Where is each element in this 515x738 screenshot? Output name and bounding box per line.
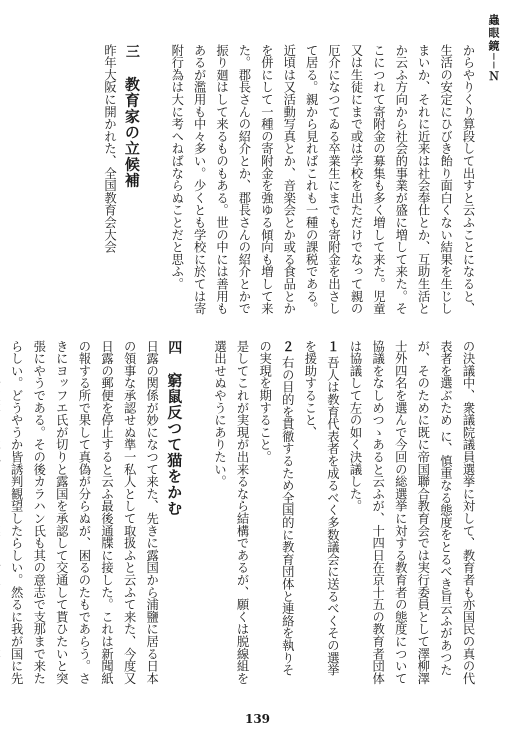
resolution-text: 吾人は教育代表者を成るべく多数議会に送るべくその選挙を援助すること、	[302, 340, 340, 677]
upper-column	[39, 44, 479, 324]
resolution-text: 右の目的を貫徹するため全国的に教育団体と連絡を執りその実現を期すること。	[257, 340, 295, 677]
section-lead: 昨年大阪に開かれた、全国教育会大会	[102, 44, 117, 254]
section-number: 三	[123, 44, 140, 59]
section-number: 四	[166, 340, 183, 355]
body-paragraph: の決議中、衆議院議員選挙に対して、教育者も亦国民の真の代表者を選ぶため に、慎重なる態度をとるべき旨云ふがあつたが、そのために既に帝国聯合教育会では実行委員として澤柳澤士外四名を選んで今回の総選挙に対する教育者の態度について協議をなしめつゝあると云ふが、十四日在京十五の教育者団体は協議して左の如く決議した。	[348, 340, 475, 685]
resolution-item	[298, 340, 343, 686]
resolution-number: ２	[280, 340, 296, 353]
running-header: 蟲眼鏡──Ｎ	[487, 14, 500, 84]
section-title: 教育家の立候補	[122, 76, 141, 189]
section-title: 窮鼠反つて猫をかむ	[165, 372, 184, 517]
section-heading-3	[121, 44, 143, 324]
resolution-number: １	[325, 340, 341, 353]
resolution-item	[253, 340, 298, 686]
section-body: 日露の関係が妙になつて来た、先きに露国から浦鹽に居る日本の領事な承認せぬ準一私人として取扱ふと云ふて来た、今度又日露の郵便を停止すると云ふ最後通牒に接した。これは新聞紙の報する所で果して真偽が分らぬが、困るのたもであらう。さきにヨッフエ氏が切りと露国を承認して交通して貰ひたいと突張にやうである。その後カラハン氏も其の意志で支那まで来たらしい。どうやうか皆誘判観望したらしい。然るに我が国に先	[9, 340, 159, 685]
page-number: 139	[244, 712, 271, 726]
lower-column	[9, 340, 479, 686]
body-paragraph: からやりくり算段して出すと云ふことになると、生活の安定にひびき飴り面白くない結果を生じしまいか、それに近来は社会奉仕とか、互助生活とか云ふ方向から社会的事業が盛に増して来た。そこにつれて寄附金の募集も多く増して来た。児童又は生徒にまで或は学校を出ただけでなって親の厄介になつてゐる卒業生にまでも寄附金を出さして居る。親から見ればこれも一種の課税である。近頃は又活動写真とか、音楽会とか或る食品とかを併にして一種の寄附金を強ゆる傾向も増して来た。郡長さんの紹介とか、郡長さんの紹介とかで振り廻はして来るものもある。世の中には善用もあるが濫用も中々多い。少くとも学校に於ては寄附行為は大に考へねばならぬことだと思ふ。	[169, 44, 475, 315]
body-paragraph: 是してこれが実現が出来るなら結構であるが、願くは脱線組を選出せぬやうにありたい。	[212, 340, 250, 685]
section-heading-4	[163, 340, 186, 686]
